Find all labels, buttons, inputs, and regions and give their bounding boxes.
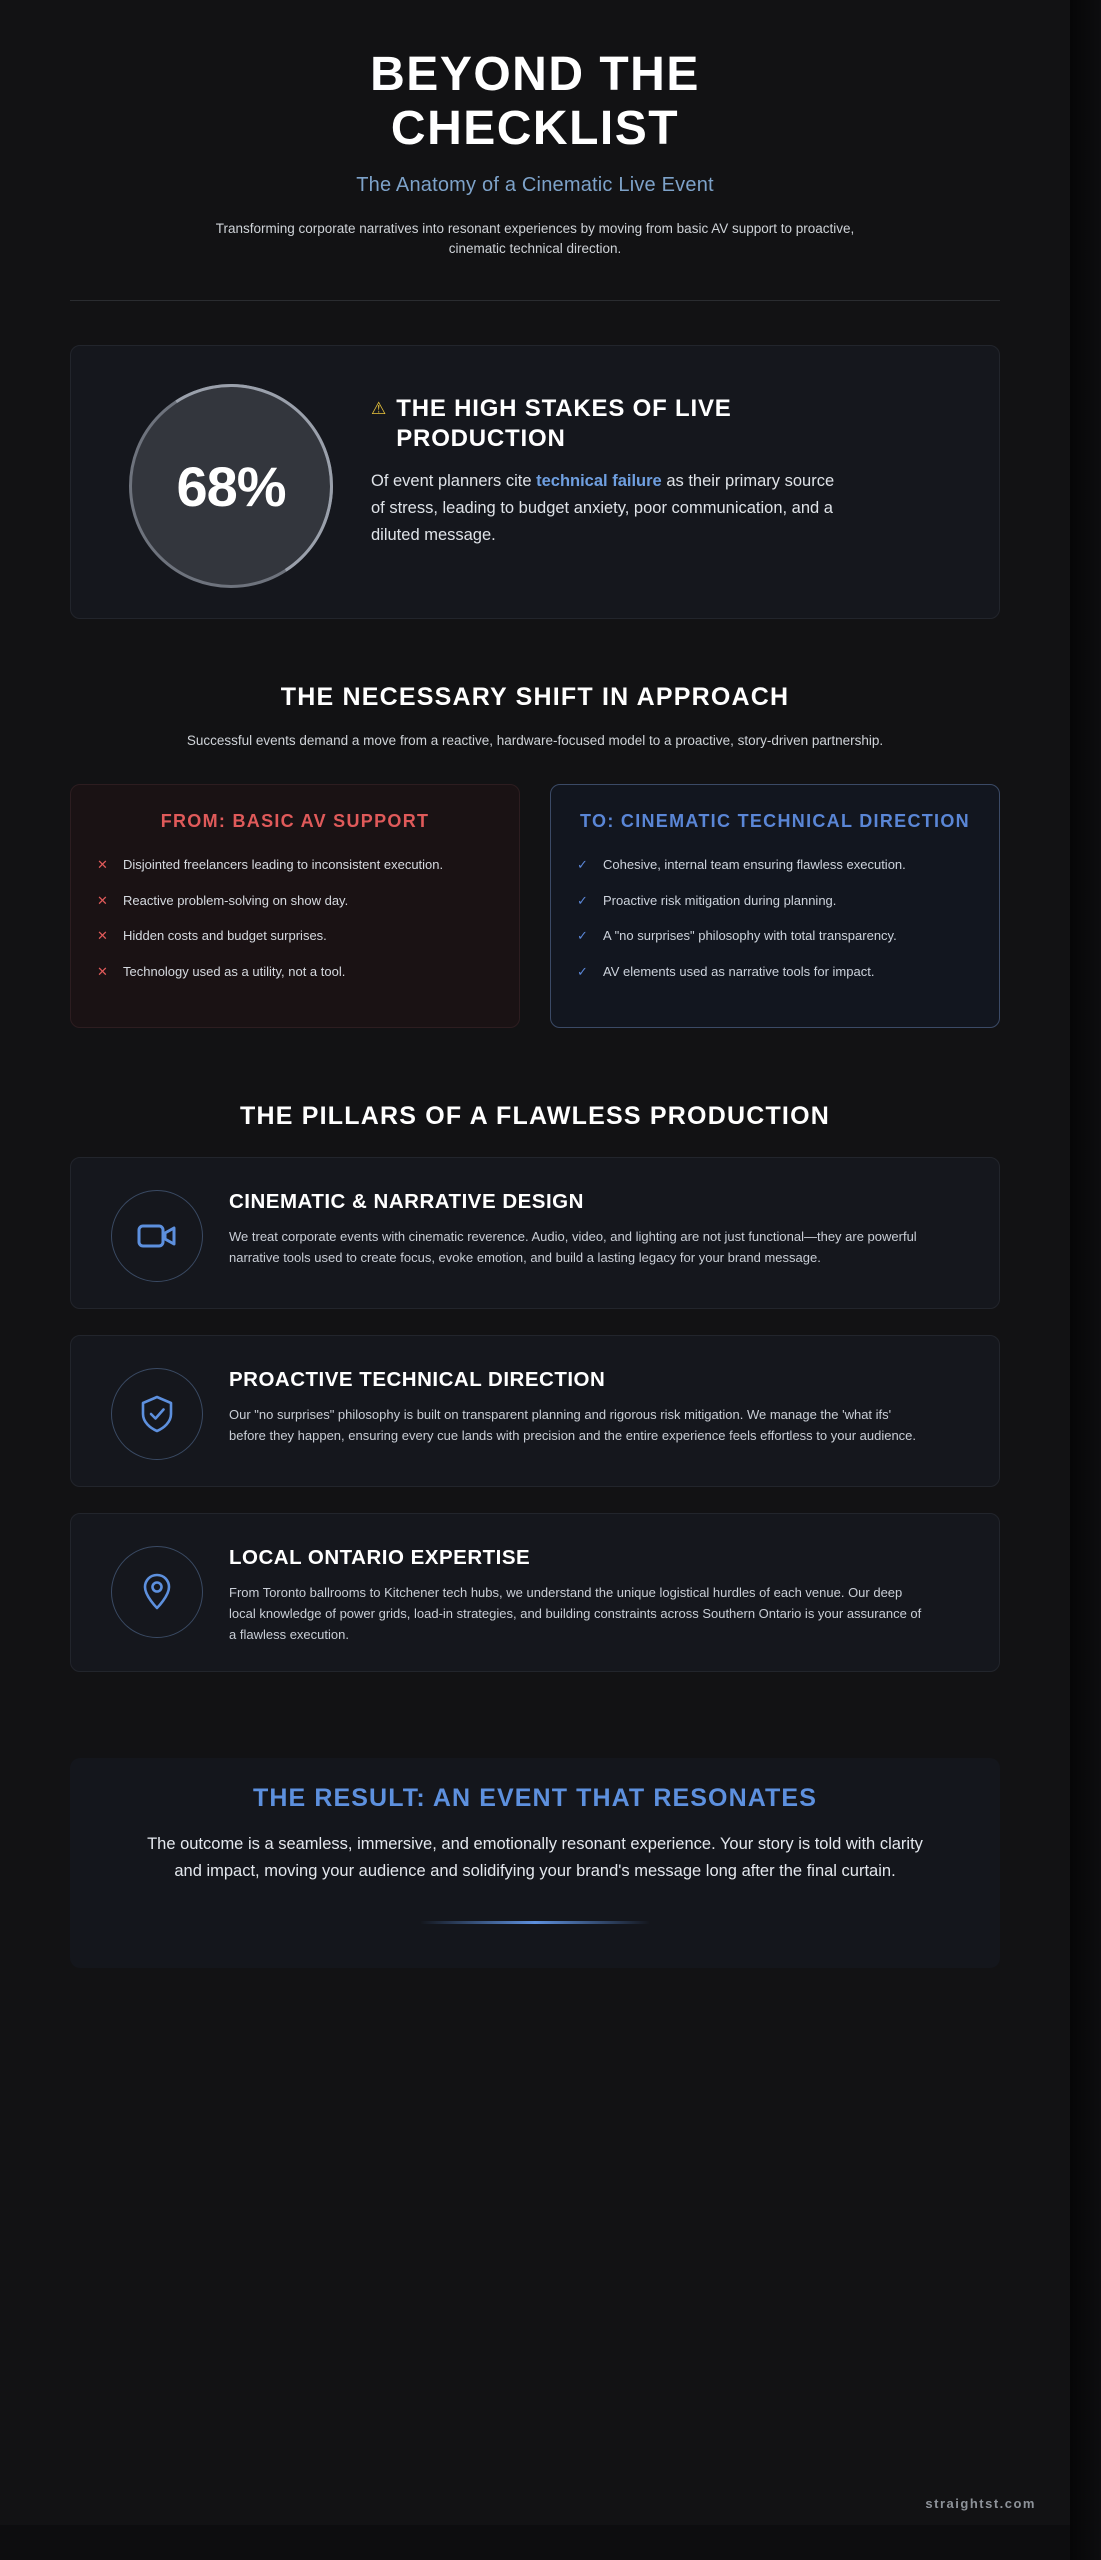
shield-check-icon [111,1368,203,1460]
pillars-title: THE PILLARS OF A FLAWLESS PRODUCTION [240,1102,830,1131]
stat-card [70,345,1000,619]
pillar-title: CINEMATIC & NARRATIVE DESIGN [229,1190,584,1214]
list-item [97,855,493,875]
list-item-label: Cohesive, internal team ensuring flawless execution. [603,857,906,873]
stat-title: THE HIGH STAKES OF LIVE PRODUCTION [396,395,732,453]
column-from-list [97,855,493,981]
stat-value: 68% [176,454,286,518]
pillar-body [229,1362,969,1446]
column-to-list [577,855,973,981]
pillar-text: Our "no surprises" philosophy is built on transparent planning and rigorous risk mitigation. We manage the 'what ifs' before they happen, ensuring every cue lands with precision and the entire experience feels effortless to your audience. [229,1407,917,1444]
list-item-label: Hidden costs and budget surprises. [123,928,327,944]
page-description: Transforming corporate narratives into resonant experiences by moving from basic AV support to proactive, cinematic technical direction. [215,220,855,257]
pillar-body [229,1540,969,1645]
result-title: THE RESULT: AN EVENT THAT RESONATES [253,1784,817,1813]
result-text: The outcome is a seamless, immersive, and emotionally resonant experience. Your story is told with clarity and impact, moving your audience and solidifying your brand's message long after the final curtain. [147,1835,923,1881]
list-item-label: Disjointed freelancers leading to inconsistent execution. [123,857,444,873]
stat-body [359,372,969,548]
cross-icon: ✕ [97,928,108,944]
check-icon: ✓ [577,857,588,873]
header-divider [70,300,1000,301]
list-item [97,962,493,982]
stat-text-before: Of event planners cite [371,472,537,491]
cross-icon: ✕ [97,857,108,873]
list-item-label: Reactive problem-solving on show day. [123,892,349,908]
page-subtitle: The Anatomy of a Cinematic Live Event [356,173,714,196]
column-to-title: TO: CINEMATIC TECHNICAL DIRECTION [580,810,970,831]
shift-columns [70,784,1000,1028]
list-item [577,891,973,911]
stat-donut-chart [129,384,333,588]
page-title: BEYOND THE CHECKLIST [370,48,700,155]
pillar-text: From Toronto ballrooms to Kitchener tech hubs, we understand the unique logistical hurdles of each venue. Our deep local knowledge of power grids, load-in strategies, and building constraints across Southern Ontario is your assurance of a flawless execution. [229,1585,922,1643]
pillar-text: We treat corporate events with cinematic reverence. Audio, video, and lighting are not just functional—they are powerful narrative tools used to create focus, evoke emotion, and build a lasting legacy for your brand message. [229,1229,917,1266]
list-item [97,891,493,911]
column-to [550,784,1000,1028]
pillar-card [70,1335,1000,1487]
cross-icon: ✕ [97,963,108,979]
list-item [97,926,493,946]
page-edge-shadow [1070,0,1101,2560]
result-underline [420,1921,650,1924]
pillar-card [70,1157,1000,1309]
pillars-section [70,1102,1000,1672]
check-icon: ✓ [577,892,588,908]
pillar-body [229,1184,969,1268]
pillar-card [70,1513,1000,1672]
shift-title: THE NECESSARY SHIFT IN APPROACH [280,683,790,712]
stat-text [371,468,841,548]
list-item-label: A "no surprises" philosophy with total transparency. [603,928,897,944]
list-item [577,855,973,875]
shift-section [70,683,1000,1028]
check-icon: ✓ [577,928,588,944]
cross-icon: ✕ [97,892,108,908]
map-pin-icon [111,1546,203,1638]
video-camera-icon [111,1190,203,1282]
result-section [70,1758,1000,1967]
column-from-title: FROM: BASIC AV SUPPORT [160,810,430,831]
list-item-label: Proactive risk mitigation during planning. [603,892,837,908]
stat-text-after: as their primary source of stress, leading to budget anxiety, poor communication, and a diluted message. [371,472,835,544]
shift-subtitle: Successful events demand a move from a reactive, hardware-focused model to a proactive, story-driven partnership. [186,733,884,749]
warning-icon: ⚠ [371,399,387,419]
check-icon: ✓ [577,963,588,979]
list-item [577,926,973,946]
list-item-label: AV elements used as narrative tools for impact. [603,963,875,979]
column-from [70,784,520,1028]
pillar-title: LOCAL ONTARIO EXPERTISE [229,1546,531,1570]
hero-section [70,0,1000,260]
list-item-label: Technology used as a utility, not a tool. [123,963,346,979]
list-item [577,962,973,982]
pillar-title: PROACTIVE TECHNICAL DIRECTION [229,1368,606,1392]
footer-brand: straightst.com [925,2496,1036,2511]
stat-highlight: technical failure [536,472,662,491]
stat-header [371,394,969,454]
